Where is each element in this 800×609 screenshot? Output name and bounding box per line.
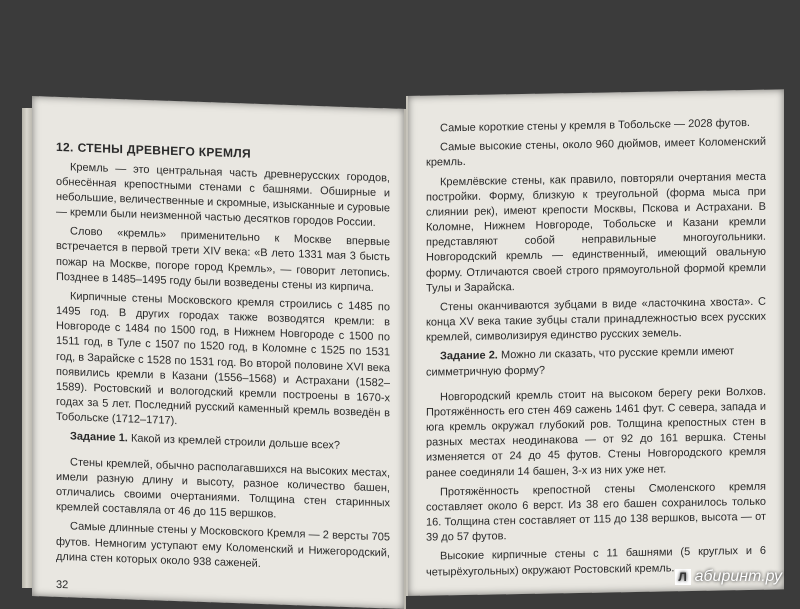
left-page-content	[56, 139, 390, 581]
task-2-text: Можно ли сказать, что русские кремли имеют симметричную форму?	[426, 345, 735, 379]
task-2-label: Задание 2.	[440, 349, 498, 363]
left-page	[32, 96, 406, 609]
paragraph: Высокие кирпичные стены с 11 башнями (5 круглых и 6 четырёхугольных) окружают Ростовский кремль.	[426, 545, 766, 579]
labirint-logo-icon: Л	[675, 569, 691, 585]
watermark	[675, 568, 782, 586]
open-book	[22, 96, 782, 596]
task-1-label: Задание 1.	[70, 430, 128, 445]
paragraph: Самые высокие стены, около 960 дюймов, имеет Коломенский кремль.	[426, 135, 766, 169]
right-page	[406, 89, 784, 596]
page-number: 32	[56, 578, 69, 592]
paragraph: Самые длинные стены у Московского Кремля — 2 версты 705 футов. Немногим уступают ему Коломенский и Нижегородский, длина стен которых около 938 саженей.	[56, 520, 390, 570]
section-number: 12.	[56, 139, 74, 155]
right-page-content	[426, 116, 766, 585]
paragraph: Кремлёвские стены, как правило, повторяли очертания места постройки. Форму, близкую к треугольной (форма мыса при слиянии рек), имеют крепости Москвы, Пскова и Астрахани. В Коломне, Нижнем Новгороде, Тобольске и Казани кремли представляют собой неправильные многоугольники. Новгородский кремль — единственный, имеющий овальную форму. Отличаются своей строго прямоугольной формой кремли Тулы и Зарайска.	[426, 170, 766, 295]
watermark-text: абиринт.ру	[694, 568, 782, 585]
section-title: СТЕНЫ ДРЕВНЕГО КРЕМЛЯ	[77, 140, 251, 161]
task-2	[426, 344, 766, 380]
paragraph: Стены оканчиваются зубцами в виде «ласточкина хвоста». С конца XV века такие зубцы стали принадлежностью всех русских кремлей, символизируя единство русских земель.	[426, 295, 766, 344]
task-1-text: Какой из кремлей строили дольше всех?	[130, 432, 341, 453]
paragraph: Кирпичные стены Московского кремля строились с 1485 по 1495 год. В других городах также возводятся кремли: в Новгороде с 1484 по 1500 год, в Нижнем Новгороде с 1500 по 1511 год, в Туле с 1507 по 1520 год, в Коломне с 1525 по 1531 год, в Зарайске с 1528 по 1531 год. Во второй половине XVI века появились кремли в Казани (1556–1568) и Астрахани (1582–1589). Ростовский и вологодский кремли построены в 1670-х годах за 5 лет. Последний русский каменный кремль возведён в Тобольске (1712–1717).	[56, 290, 390, 428]
paragraph: Протяжённость крепостной стены Смоленского кремля составляет около 6 верст. Из 38 его башен сохранилось только 16. Толщина стен составляет от 115 до 138 вершков, высота — от 39 до 57 футов.	[426, 480, 766, 544]
paragraph: Стены кремлей, обычно располагавшихся на высоких местах, имели разную длину и высоту, разное количество башен, отличались своими очертаниями. Толщина стен старинных кремлей составляла от 46 до 115 вершков.	[56, 455, 390, 521]
paragraph: Самые короткие стены у кремля в Тобольске — 2028 футов.	[440, 116, 750, 135]
paragraph: Новгородский кремль стоит на высоком берегу реки Волхов. Протяжённость его стен 469 сажень 1461 фут. С севера, запада и юга кремль окружал глубокий ров. Толщина крепостных стен в разных местах неодинакова — от 92 до 161 вершка. Стены изменяется от 24 до 45 футов. Стены Новгородского кремля ранее соединяли 14 башен, 3-х из них уже нет.	[426, 385, 766, 480]
paragraph: Кремль — это центральная часть древнерусских городов, обнесённая крепостными стенами с башнями. Обширные и небольшие, величественные и скромные, изысканные и суровые — кремли были неизменной частью десятков городов России.	[56, 160, 390, 230]
paragraph: Слово «кремль» применительно к Москве впервые встречается в первой трети XIV века: «В лето 1331 мая 3 бысть пожар на Москве, погоре город Кремль», — говорит летопись. Позднее в 1485–1495 году были возведены стены из кирпича.	[56, 225, 390, 294]
